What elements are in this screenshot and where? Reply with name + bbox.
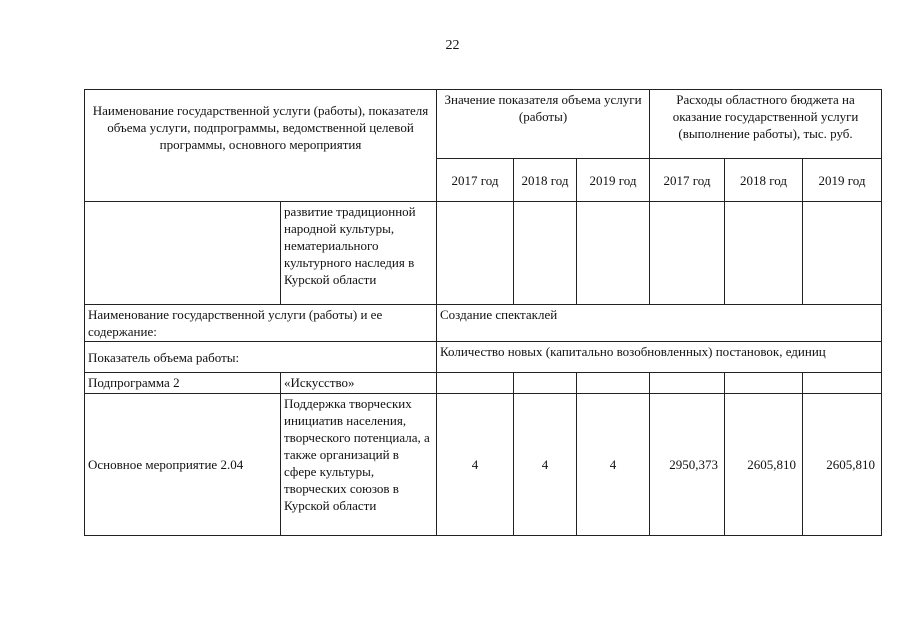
header-name-column: Наименование государственной услуги (работы), показателя объема услуги, подпрограммы, ведомственной целевой программы, основного мероприятия [85,90,437,202]
empty-cell [437,202,514,305]
subprogram-row [85,373,882,394]
header-row-top [85,90,882,159]
header-volume-group: Значение показателя объема услуги (работы) [437,90,650,159]
empty-cell [725,373,803,394]
budget-2018-value: 2605,810 [725,394,803,536]
page-number: 22 [445,38,460,53]
indicator-value: Количество новых (капитально возобновленных) постановок, единиц [437,342,882,373]
service-value: Создание спектаклей [437,305,882,342]
empty-cell [650,202,725,305]
main-event-description: Поддержка творческих инициатив населения, творческого потенциала, а также организаций в сфере культуры, творческих союзов в Курской области [281,394,437,536]
subprogram-value: «Искусство» [281,373,437,394]
budget-table [84,89,882,536]
main-event-label: Основное мероприятие 2.04 [85,394,281,536]
volume-2018-value: 4 [514,394,577,536]
volume-2017-value: 4 [437,394,514,536]
empty-cell [437,373,514,394]
continuation-empty-cell [85,202,281,305]
header-year-volume-2019: 2019 год [577,159,650,202]
continuation-row [85,202,882,305]
empty-cell [577,202,650,305]
empty-cell [577,373,650,394]
empty-cell [803,202,882,305]
empty-cell [514,202,577,305]
subprogram-label: Подпрограмма 2 [85,373,281,394]
header-budget-group: Расходы областного бюджета на оказание государственной услуги (выполнение работы), тыс. руб. [650,90,882,159]
indicator-label: Показатель объема работы: [85,342,437,373]
volume-2019-value: 4 [577,394,650,536]
budget-2019-value: 2605,810 [803,394,882,536]
empty-cell [514,373,577,394]
header-year-budget-2017: 2017 год [650,159,725,202]
service-row [85,305,882,342]
header-year-budget-2018: 2018 год [725,159,803,202]
budget-2017-value: 2950,373 [650,394,725,536]
empty-cell [725,202,803,305]
main-event-row [85,394,882,536]
header-year-volume-2017: 2017 год [437,159,514,202]
indicator-row [85,342,882,373]
header-year-volume-2018: 2018 год [514,159,577,202]
continuation-text: развитие традиционной народной культуры, нематериального культурного наследия в Курской области [281,202,437,305]
empty-cell [803,373,882,394]
service-label: Наименование государственной услуги (работы) и ее содержание: [85,305,437,342]
header-year-budget-2019: 2019 год [803,159,882,202]
empty-cell [650,373,725,394]
